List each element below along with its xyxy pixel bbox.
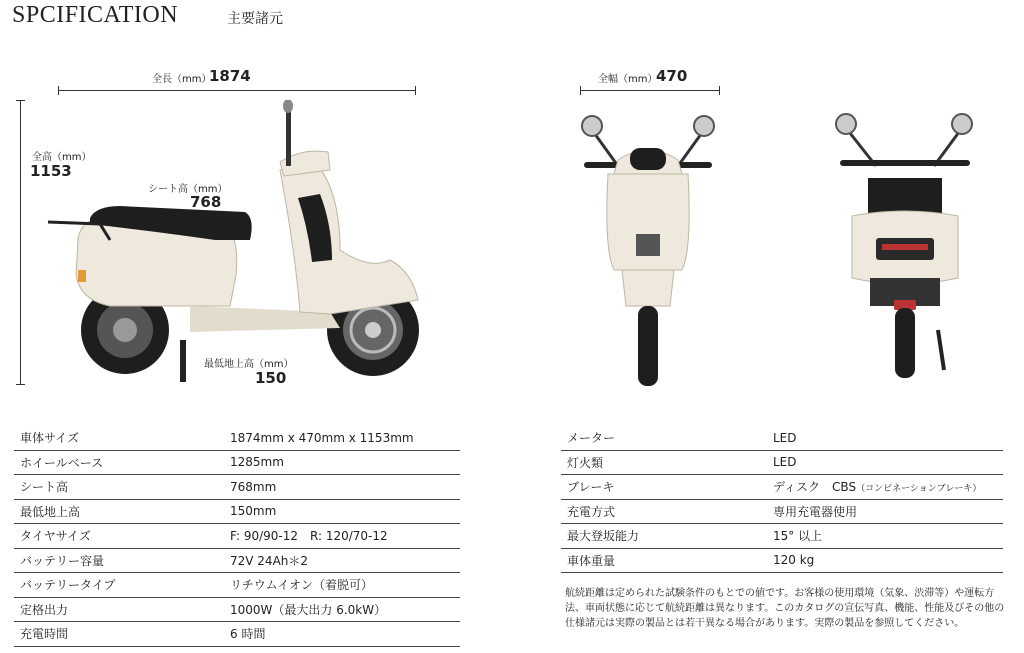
spec-value-cell (767, 475, 1003, 500)
spec-value: 専用充電器使用 (767, 499, 1003, 524)
spec-key: 充電時間 (14, 622, 224, 647)
table-row (561, 499, 1003, 524)
spec-key: バッテリータイプ (14, 573, 224, 598)
scooter-rear-view-image (830, 108, 980, 383)
spec-value: 15° 以上 (767, 524, 1003, 549)
spec-key: 最大登坂能力 (561, 524, 767, 549)
spec-value: 72V 24Ah＊2 (224, 548, 460, 573)
width-label: 全幅（mm） (598, 74, 658, 85)
page-title: SPCIFICATION (12, 2, 179, 28)
spec-key: 灯火類 (561, 450, 767, 475)
brake-note: （コンビネーションブレーキ） (856, 484, 982, 495)
table-row (14, 622, 460, 647)
spec-value: 768mm (224, 475, 460, 500)
height-dimension-line (20, 100, 21, 385)
page-subtitle: 主要諸元 (227, 11, 283, 27)
spec-key: タイヤサイズ (14, 524, 224, 549)
spec-value: 1000W（最大出力 6.0kW） (224, 597, 460, 622)
scooter-front-view-image (578, 110, 718, 390)
table-row (561, 548, 1003, 573)
height-label: 全高（mm） (32, 152, 92, 163)
table-row (14, 573, 460, 598)
spec-value: ディスク CBS (773, 480, 857, 495)
spec-key: 車体重量 (561, 548, 767, 573)
seat-height-label: シート高（mm） (148, 184, 228, 195)
spec-table-right (561, 426, 1003, 573)
spec-value: 6 時間 (224, 622, 460, 647)
spec-value: LED (767, 450, 1003, 475)
height-value: 1153 (30, 162, 72, 180)
length-label: 全長（mm） (152, 74, 212, 85)
spec-key: ブレーキ (561, 475, 767, 500)
spec-key: シート高 (14, 475, 224, 500)
spec-value: 1874mm x 470mm x 1153mm (224, 426, 460, 450)
spec-key: 充電方式 (561, 499, 767, 524)
scooter-side-view-image (40, 100, 440, 390)
table-row (561, 475, 1003, 500)
table-row (14, 499, 460, 524)
spec-value: F: 90/90-12 R: 120/70-12 (224, 524, 460, 549)
width-value: 470 (656, 67, 688, 85)
length-dimension-line (58, 90, 416, 91)
spec-value: LED (767, 426, 1003, 450)
footnote: 航続距離は定められた試験条件のもとでの値です。お客様の使用環境（気象、渋滞等）や運転方法、車両状態に応じて航続距離は異なります。このカタログの宣伝写真、機能、性能及びその他の仕様諸元は実際の製品とは若干異なる場合があります。実際の製品を参照してください。 (565, 588, 1005, 629)
spec-key: 最低地上高 (14, 499, 224, 524)
spec-value: 1285mm (224, 450, 460, 475)
ground-clearance-value: 150 (255, 369, 287, 387)
spec-table-left (14, 426, 460, 647)
spec-key: 定格出力 (14, 597, 224, 622)
table-row (14, 548, 460, 573)
spec-value: 150mm (224, 499, 460, 524)
table-row (14, 524, 460, 549)
width-dimension-line (580, 90, 720, 91)
spec-value: リチウムイオン（着脱可） (224, 573, 460, 598)
spec-value: 120 kg (767, 548, 1003, 573)
seat-height-value: 768 (190, 193, 222, 211)
table-row (561, 426, 1003, 450)
spec-key: バッテリー容量 (14, 548, 224, 573)
spec-key: ホイールベース (14, 450, 224, 475)
table-row (561, 524, 1003, 549)
table-row (14, 426, 460, 450)
length-value: 1874 (209, 67, 251, 85)
spec-key: メーター (561, 426, 767, 450)
table-row (14, 597, 460, 622)
spec-key: 車体サイズ (14, 426, 224, 450)
table-row (14, 475, 460, 500)
ground-clearance-label: 最低地上高（mm） (204, 359, 294, 370)
table-row (561, 450, 1003, 475)
table-row (14, 450, 460, 475)
